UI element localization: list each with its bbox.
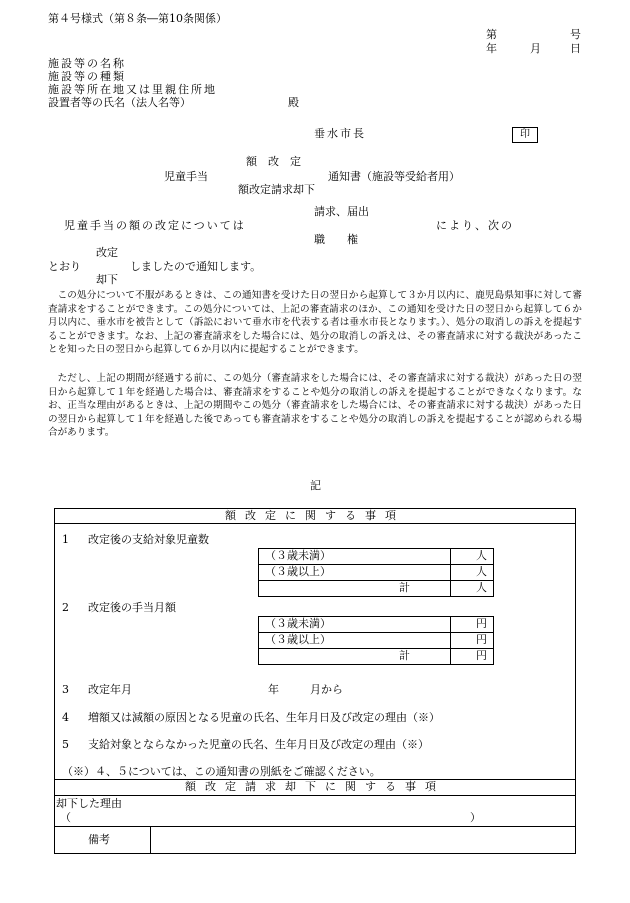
honorific: 殿 (288, 96, 299, 109)
item-4-number: 4 (62, 711, 69, 724)
children-count-table (258, 548, 494, 597)
amount-under3-unit: 円 (451, 617, 494, 633)
monthly-amount-table (258, 616, 494, 665)
facility-name-label: 施設等の名称 (48, 57, 126, 70)
body-right: により、次の (436, 219, 514, 232)
item-2-number: 2 (62, 601, 69, 614)
date-day: 日 (570, 42, 581, 55)
facility-type-label: 施設等の種類 (48, 70, 126, 83)
revision-month: 月から (310, 683, 343, 696)
amount-total-unit: 円 (451, 649, 494, 665)
form-title: 第４号様式（第８条―第10条関係） (48, 12, 227, 25)
amount-over3-label: （３歳以上） (259, 633, 451, 649)
section2-header-rule (54, 795, 576, 796)
issuer: 垂水市長 (314, 127, 366, 140)
item-5-label: 支給対象とならなかった児童の氏名、生年月日及び改定の理由（※） (88, 738, 429, 751)
children-row-over3 (259, 565, 494, 581)
children-under3-unit: 人 (451, 549, 494, 565)
item-3-label: 改定年月 (88, 683, 132, 696)
title-bottom: 額改定請求却下 (238, 183, 315, 196)
reason-paren-close: ） (470, 811, 481, 824)
note-text: （※）４、５については、この通知書の別紙をご確認ください。 (62, 765, 381, 778)
amount-row-under3 (259, 617, 494, 633)
title-left: 児童手当 (164, 170, 208, 183)
appeal-notice-paragraph-1: この処分について不服があるときは、この通知書を受けた日の翌日から起算して３か月以内に、鹿児島県知事に対して審査請求をすることができます。この処分については、上記の審査請求のほか、この通知を受けた日の翌日から起算して６か月以内に、垂水市を被告として（訴訟において垂水市を代表する者は垂水市長となります。）、処分の取消しの訴えを提起することができます。なお、上記の審査請求をした場合には、処分の取消しの訴えは、その審査請求に対する裁決があったことを知った日の翌日から起算して６か月以内に提起することができます。 (48, 290, 582, 356)
amount-total-label: 計 (259, 649, 451, 665)
children-over3-unit: 人 (451, 565, 494, 581)
body-kyakka: 却下 (96, 273, 118, 286)
children-under3-label: （３歳未満） (259, 549, 451, 565)
remarks-label: 備考 (88, 833, 110, 846)
doc-number-dai: 第 (486, 28, 497, 41)
section2-header: 額改定請求却下に関する事項 (185, 780, 445, 793)
section1-header-rule (54, 523, 576, 524)
amount-row-total (259, 649, 494, 665)
section1-header: 額改定に関する事項 (225, 509, 405, 522)
body-option-request: 請求、届出 (314, 205, 369, 218)
reason-paren-open: （ (60, 811, 71, 824)
item-5-number: 5 (62, 738, 69, 751)
amount-over3-unit: 円 (451, 633, 494, 649)
remarks-divider (150, 826, 151, 854)
children-row-under3 (259, 549, 494, 565)
establisher-name-label: 設置者等の氏名（法人名等） (48, 96, 191, 109)
body-main: 児童手当の額の改定については (64, 219, 246, 232)
item-2-label: 改定後の手当月額 (88, 601, 176, 614)
children-over3-label: （３歳以上） (259, 565, 451, 581)
item-3-number: 3 (62, 683, 69, 696)
children-row-total (259, 581, 494, 597)
remarks-top-rule (54, 826, 576, 827)
body-tori: とおり (48, 260, 81, 273)
body-option-ex-officio: 職 権 (314, 233, 358, 246)
seal-stamp: 印 (512, 127, 538, 143)
body-kaitei: 改定 (96, 246, 118, 259)
item-1-number: 1 (62, 533, 69, 546)
date-month: 月 (530, 42, 541, 55)
doc-number-go: 号 (570, 28, 581, 41)
rejection-reason-label: 却下した理由 (56, 797, 122, 810)
title-right: 通知書（施設等受給者用） (328, 170, 460, 183)
appeal-notice-paragraph-2: ただし、上記の期間が経過する前に、この処分（審査請求をした場合には、その審査請求に対する裁決）があった日の翌日から起算して１年を経過した場合は、審査請求をすることや処分の取消しの訴えを提起することができなくなります。なお、正当な理由があるときは、上記の期間やこの処分（審査請求をした場合には、その審査請求に対する裁決）があった日の翌日から起算して１年を経過した後であっても審査請求をすることや処分の取消しの訴えを提起することが認められる場合があります。 (48, 373, 582, 439)
revision-year: 年 (268, 683, 279, 696)
facility-address-label: 施設等所在地又は里親住所地 (48, 83, 217, 96)
body-tsuchi: しましたので通知します。 (130, 260, 262, 273)
amount-under3-label: （３歳未満） (259, 617, 451, 633)
item-1-label: 改定後の支給対象児童数 (88, 533, 209, 546)
item-4-label: 増額又は減額の原因となる児童の氏名、生年月日及び改定の理由（※） (88, 711, 440, 724)
children-total-unit: 人 (451, 581, 494, 597)
children-total-label: 計 (259, 581, 451, 597)
ki-label: 記 (310, 479, 321, 492)
date-year: 年 (486, 42, 497, 55)
title-top: 額 改 定 (246, 155, 301, 168)
amount-row-over3 (259, 633, 494, 649)
